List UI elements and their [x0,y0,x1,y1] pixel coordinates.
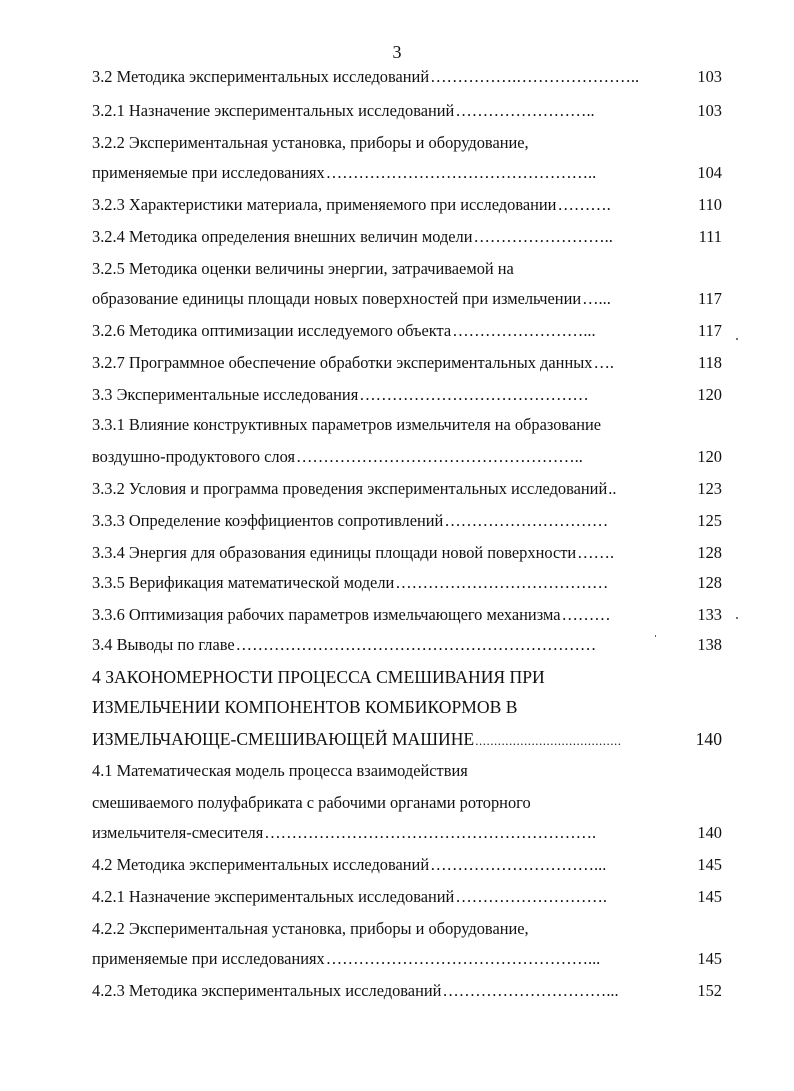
toc-entry [92,444,722,470]
toc-entry [92,64,722,90]
scan-speck [736,338,738,340]
toc-entry [92,286,722,312]
toc-entry [92,820,722,846]
toc-entry-title: 4.2.1 Назначение экспериментальных исследований [92,887,455,906]
toc-entry-leader: ……………………... [452,321,596,340]
toc-entry-title: 4.2 Методика экспериментальных исследований [92,855,430,874]
toc-entry [92,664,722,690]
toc-entry-leader: …………….………………….. [430,67,640,86]
toc-entry-title: 3.2.1 Назначение экспериментальных исследований [92,101,455,120]
toc-entry-title: 4.1 Математическая модель процесса взаимодействия [92,761,468,780]
toc-entry-title: 3.3.3 Определение коэффициентов сопротивлений [92,511,444,530]
toc-entry-title: применяемые при исследованиях [92,949,325,968]
toc-entry-page: 152 [697,981,722,1000]
toc-entry-leader: …………………………... [430,855,607,874]
toc-entry-title: 3.3.2 Условия и программа проведения экспериментальных исследований [92,479,608,498]
toc-entry-page: 125 [697,511,722,530]
toc-entry [92,350,722,376]
toc-entry [92,726,722,752]
toc-entry [92,412,722,438]
toc-entry [92,192,722,218]
toc-entry-page: 128 [697,543,722,562]
toc-entry-title: 3.3 Экспериментальные исследования [92,385,359,404]
toc-entry [92,790,722,816]
toc-entry-title: 3.3.6 Оптимизация рабочих параметров измельчающего механизма [92,605,561,624]
toc-entry-title: 3.2.2 Экспериментальная установка, приборы и оборудование, [92,133,529,152]
toc-entry-leader: …. [593,353,614,372]
toc-entry-leader: …... [582,289,611,308]
toc-entry-leader: …………………………………………….. [296,447,583,466]
scan-speck [736,617,738,619]
toc-entry [92,540,722,566]
toc-entry-page: 120 [697,447,722,466]
toc-entry-page: 138 [697,635,722,654]
toc-entry-page: 103 [697,101,722,120]
toc-entry-title: ИЗМЕЛЬЧАЮЩЕ-СМЕШИВАЮЩЕЙ МАШИНЕ [92,729,475,749]
toc-entry-title: смешиваемого полуфабриката с рабочими органами роторного [92,793,531,812]
toc-entry-page: 140 [697,823,722,842]
toc-entry-page: 145 [697,855,722,874]
toc-entry-title: 3.2.4 Методика определения внешних величин модели [92,227,473,246]
toc-entry-page: 104 [697,163,722,182]
toc-entry-title: образование единицы площади новых поверхностей при измельчении [92,289,582,308]
toc-entry-title: 3.4 Выводы по главе [92,635,235,654]
toc-entry-leader: ………………………………………….. [325,163,597,182]
toc-entry-title: 3.2.3 Характеристики материала, применяемого при исследовании [92,195,557,214]
toc-entry [92,130,722,156]
toc-entry-leader: ……. [577,543,615,562]
toc-entry-title: 3.2.6 Методика оптимизации исследуемого объекта [92,321,452,340]
toc-entry-title: воздушно-продуктового слоя [92,447,296,466]
toc-entry-page: 120 [697,385,722,404]
toc-entry [92,98,722,124]
toc-entry-page: 117 [698,289,722,308]
toc-entry [92,632,722,658]
toc-entry [92,318,722,344]
toc-entry-leader: …………………….. [455,101,595,120]
toc-entry-page: 128 [697,573,722,592]
toc-entry-page: 140 [695,729,722,749]
toc-entry-page: 123 [697,479,722,498]
toc-entry-leader: .. [608,479,617,498]
toc-entry [92,224,722,250]
toc-entry-page: 145 [697,949,722,968]
toc-entry-leader: ………………………………… [395,573,609,592]
toc-entry [92,570,722,596]
toc-entry-title: измельчителя-смесителя [92,823,264,842]
toc-entry-title: 3.2 Методика экспериментальных исследований [92,67,430,86]
page-number: 3 [392,42,402,62]
toc-entry-title: ИЗМЕЛЬЧЕНИИ КОМПОНЕНТОВ КОМБИКОРМОВ В [92,697,518,717]
toc-entry-title: 4 ЗАКОНОМЕРНОСТИ ПРОЦЕССА СМЕШИВАНИЯ ПРИ [92,667,545,687]
toc-entry-title: 3.2.5 Методика оценки величины энергии, затрачиваемой на [92,259,514,278]
toc-entry [92,884,722,910]
toc-entry-page: 145 [697,887,722,906]
toc-entry-page: 103 [697,67,722,86]
toc-entry-leader: ………………………. [455,887,607,906]
toc-entry [92,946,722,972]
toc-entry-leader: ………………………………………………………… [235,635,597,654]
toc-entry [92,916,722,942]
toc-entry [92,382,722,408]
toc-entry-title: 4.2.2 Экспериментальная установка, приборы и оборудование, [92,919,529,938]
toc-entry-page: 110 [698,195,722,214]
toc-entry [92,256,722,282]
toc-entry-title: 3.3.4 Энергия для образования единицы площади новой поверхности [92,543,577,562]
toc-entry-page: 111 [698,227,722,246]
toc-entry-leader: ……… [561,605,611,624]
toc-entry-leader: ………………………… [444,511,609,530]
toc-entry [92,694,722,720]
toc-entry-leader: ....................................... [475,733,622,748]
toc-entry-page: 133 [697,605,722,624]
toc-entry-leader: …………………….. [473,227,613,246]
toc-entry [92,852,722,878]
toc-entry [92,476,722,502]
toc-entry-page: 118 [698,353,722,372]
toc-entry-leader: …………………………………… [359,385,589,404]
toc-entry-leader: ……………………………………………………. [264,823,597,842]
toc-entry [92,160,722,186]
toc-entry [92,758,722,784]
toc-entry-leader: ………. [557,195,611,214]
toc-entry-leader: …………………………... [442,981,619,1000]
toc-entry-title: 3.2.7 Программное обеспечение обработки экспериментальных данных [92,353,593,372]
toc-entry-title: 3.3.5 Верификация математической модели [92,573,395,592]
toc-entry-leader: …………………………………………... [325,949,601,968]
toc-entry-page: 117 [698,321,722,340]
toc-entry-title: применяемые при исследованиях [92,163,325,182]
toc-entry [92,508,722,534]
toc-entry-title: 4.2.3 Методика экспериментальных исследований [92,981,442,1000]
scan-speck [655,635,656,637]
toc-entry [92,978,722,1004]
toc-entry-title: 3.3.1 Влияние конструктивных параметров измельчителя на образование [92,415,602,434]
toc-entry [92,602,722,628]
